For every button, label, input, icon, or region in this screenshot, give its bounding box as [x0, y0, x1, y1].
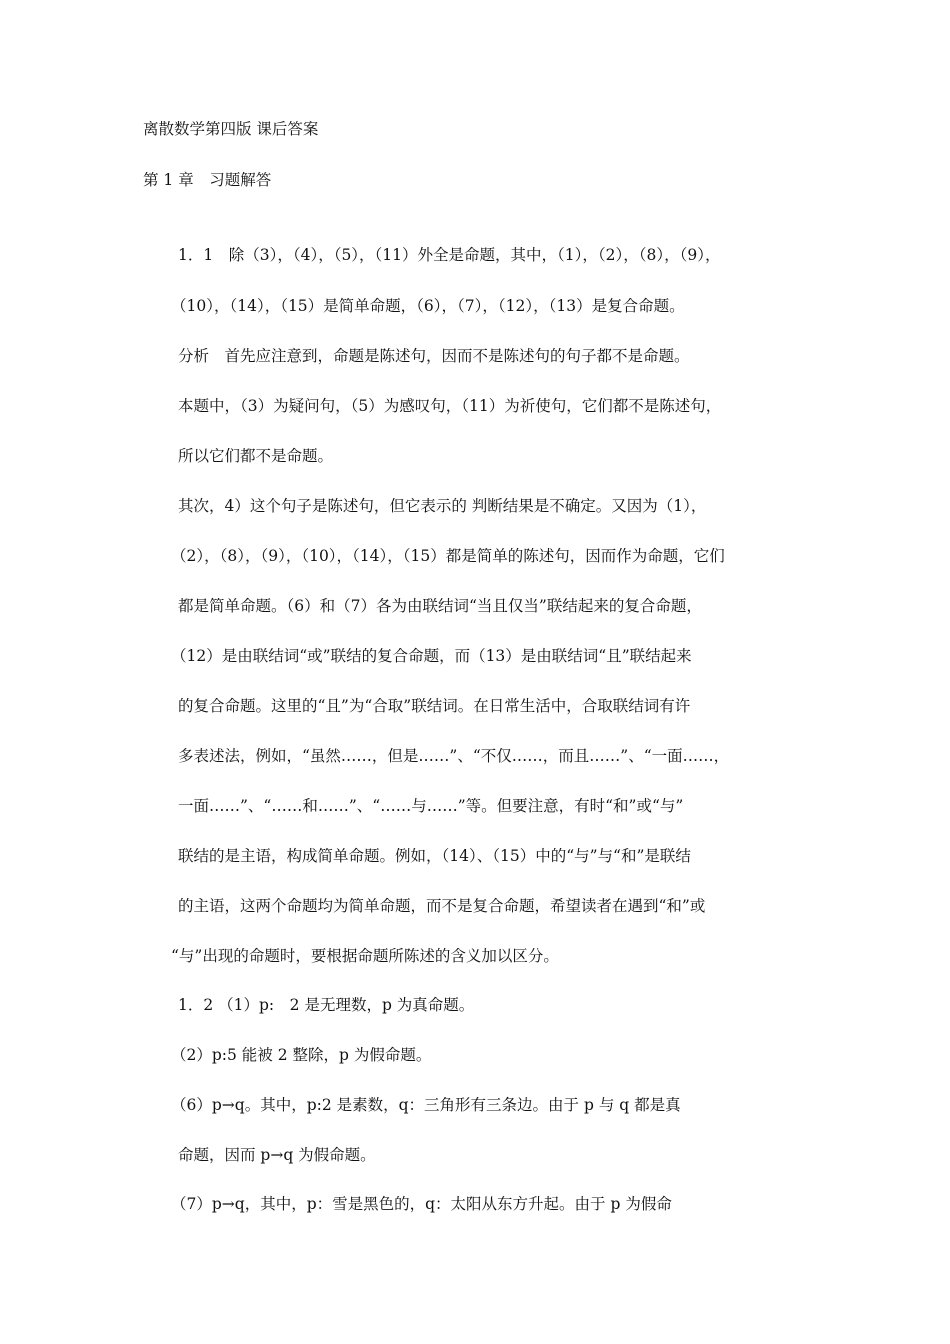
text-line: 1．1 除（3），（4），（5），（11）外全是命题，其中，（1），（2），（8），（9），: [178, 246, 721, 264]
text-line: 一面……”、“……和……”、“……与……”等。但要注意，有时“和”或“与”: [178, 797, 684, 815]
text-line: 所以它们都不是命题。: [178, 447, 334, 465]
chapter-heading: 第 1 章 习题解答: [143, 171, 272, 189]
text-line: 分析 首先应注意到，命题是陈述句，因而不是陈述句的句子都不是命题。: [178, 347, 690, 365]
text-line: 的主语，这两个命题均为简单命题，而不是复合命题，希望读者在遇到“和”或: [178, 897, 706, 915]
text-line: 命题，因而 p→q 为假命题。: [178, 1146, 376, 1164]
text-line: （2）p:5 能被 2 整除，p 为假命题。: [171, 1046, 432, 1064]
text-line: （12）是由联结词“或”联结的复合命题，而（13）是由联结词“且”联结起来: [171, 647, 692, 665]
text-line: （2），（8），（9），（10），（14），（15）都是简单的陈述句，因而作为命题，它们: [171, 547, 725, 565]
text-line: 都是简单命题。（6）和（7）各为由联结词“当且仅当”联结起来的复合命题，: [178, 597, 702, 615]
text-line: “与”出现的命题时，要根据命题所陈述的含义加以区分。: [171, 947, 559, 965]
text-line: 本题中，（3）为疑问句，（5）为感叹句，（11）为祈使句，它们都不是陈述句，: [178, 397, 722, 415]
text-line: 的复合命题。这里的“且”为“合取”联结词。在日常生活中，合取联结词有许: [178, 697, 691, 715]
document-title: 离散数学第四版 课后答案: [143, 120, 319, 138]
text-line: 1．2 （1）p: 2 是无理数，p 为真命题。: [178, 996, 475, 1014]
text-line: （6）p→q。其中，p:2 是素数，q：三角形有三条边。由于 p 与 q 都是真: [171, 1096, 681, 1114]
text-line: 联结的是主语，构成简单命题。例如，（14）、（15）中的“与”与“和”是联结: [178, 847, 691, 865]
text-line: 多表述法，例如，“虽然……，但是……”、“不仅……，而且……”、“一面……，: [178, 747, 730, 765]
text-line: 其次，4）这个句子是陈述句，但它表示的 判断结果是不确定。又因为（1），: [178, 497, 707, 515]
text-line: （10），（14），（15）是简单命题，（6），（7），（12），（13）是复合命题。: [171, 297, 685, 315]
text-line: （7）p→q，其中，p：雪是黑色的，q：太阳从东方升起。由于 p 为假命: [171, 1195, 672, 1213]
